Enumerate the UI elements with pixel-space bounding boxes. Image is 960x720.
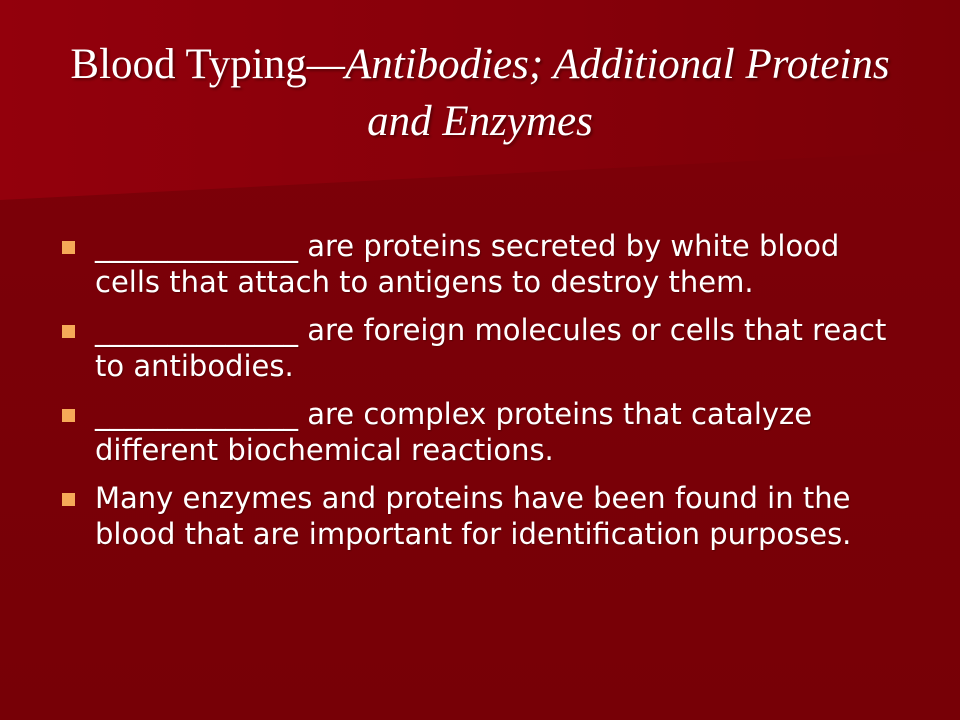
bullet-text: Many enzymes and proteins have been found in the blood that are important for identification purposes. [95,481,852,551]
title-normal-text: Blood Typing [70,41,307,88]
bullet-text: ______________ are complex proteins that catalyze different biochemical reactions. [95,397,813,467]
square-bullet-icon [62,409,75,422]
bullet-item-antigens [58,312,908,384]
bullet-text: ______________ are foreign molecules or cells that react to antibodies. [95,313,887,383]
bullet-text: ______________ are proteins secreted by white blood cells that attach to antigens to destroy them. [95,229,840,299]
square-bullet-icon [62,325,75,338]
square-bullet-icon [62,241,75,254]
bullet-item-enzymes [58,396,908,468]
square-bullet-icon [62,493,75,506]
bullet-item-antibodies [58,228,908,300]
bullet-item-identification [58,480,908,552]
title-italic-text: —Antibodies; Additional Proteins and Enzymes [306,41,890,145]
bullet-list [58,228,908,564]
slide-title [40,36,920,150]
